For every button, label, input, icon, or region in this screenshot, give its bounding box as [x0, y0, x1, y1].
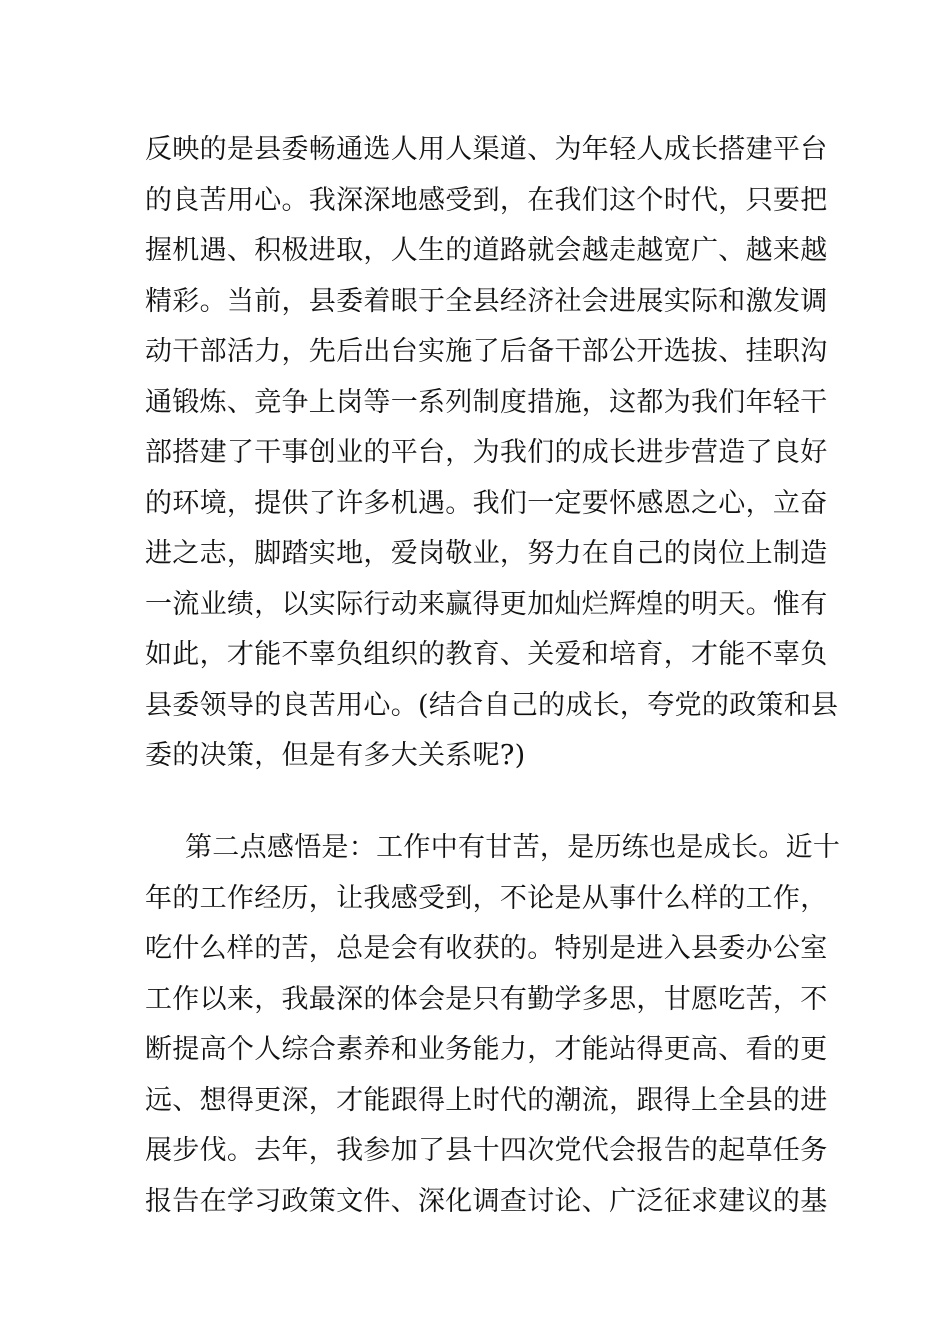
paragraph-2-line: 远、想得更深，才能跟得上时代的潮流，跟得上全县的进: [145, 1084, 828, 1116]
paragraph-1-line: 的良苦用心。我深深地感受到，在我们这个时代，只要把: [145, 184, 828, 216]
paragraph-1-line: 部搭建了干事创业的平台，为我们的成长进步营造了良好: [145, 437, 828, 468]
paragraph-1-line: 动干部活力，先后出台实施了后备干部公开选拔、挂职沟: [145, 336, 828, 367]
paragraph-1-line: 进之志，脚踏实地，爱岗敬业，努力在自己的岗位上制造: [145, 538, 828, 569]
paragraph-1-line: 通锻炼、竞争上岗等一系列制度措施，这都为我们年轻干: [145, 386, 828, 418]
paragraph-2-line: 报告在学习政策文件、深化调查讨论、广泛征求建议的基: [145, 1185, 828, 1217]
paragraph-1-line: 委的决策，但是有多大关系呢?): [145, 740, 526, 771]
paragraph-2-line: 工作以来，我最深的体会是只有勤学多思，甘愿吃苦，不: [145, 983, 828, 1015]
paragraph-2-line: 年的工作经历，让我感受到，不论是从事什么样的工作，: [145, 882, 828, 914]
paragraph-2: [145, 823, 841, 1227]
paragraph-1: [145, 125, 839, 782]
paragraph-1-line: 的环境，提供了许多机遇。我们一定要怀感恩之心，立奋: [145, 487, 828, 519]
paragraph-1-line: 一流业绩，以实际行动来赢得更加灿烂辉煌的明天。惟有: [145, 588, 828, 620]
paragraph-1-line: 反映的是县委畅通选人用人渠道、为年轻人成长搭建平台: [145, 134, 828, 165]
paragraph-2-line: 吃什么样的苦，总是会有收获的。特别是进入县委办公室: [145, 933, 828, 964]
paragraph-1-line: 握机遇、积极进取，人生的道路就会越走越宽广、越来越: [145, 235, 828, 266]
paragraph-1-line: 县委领导的良苦用心。(结合自己的成长，夸党的政策和县: [145, 689, 839, 721]
paragraph-1-line: 精彩。当前，县委着眼于全县经济社会进展实际和激发调: [145, 285, 828, 317]
paragraph-2-line: 断提高个人综合素养和业务能力，才能站得更高、看的更: [145, 1034, 828, 1065]
paragraph-1-line: 如此，才能不辜负组织的教育、关爱和培育，才能不辜负: [145, 639, 828, 670]
paragraph-2-line: 展步伐。去年，我参加了县十四次党代会报告的起草任务: [145, 1135, 828, 1166]
paragraph-2-line: 第二点感悟是：工作中有甘苦，是历练也是成长。近十: [185, 832, 841, 863]
